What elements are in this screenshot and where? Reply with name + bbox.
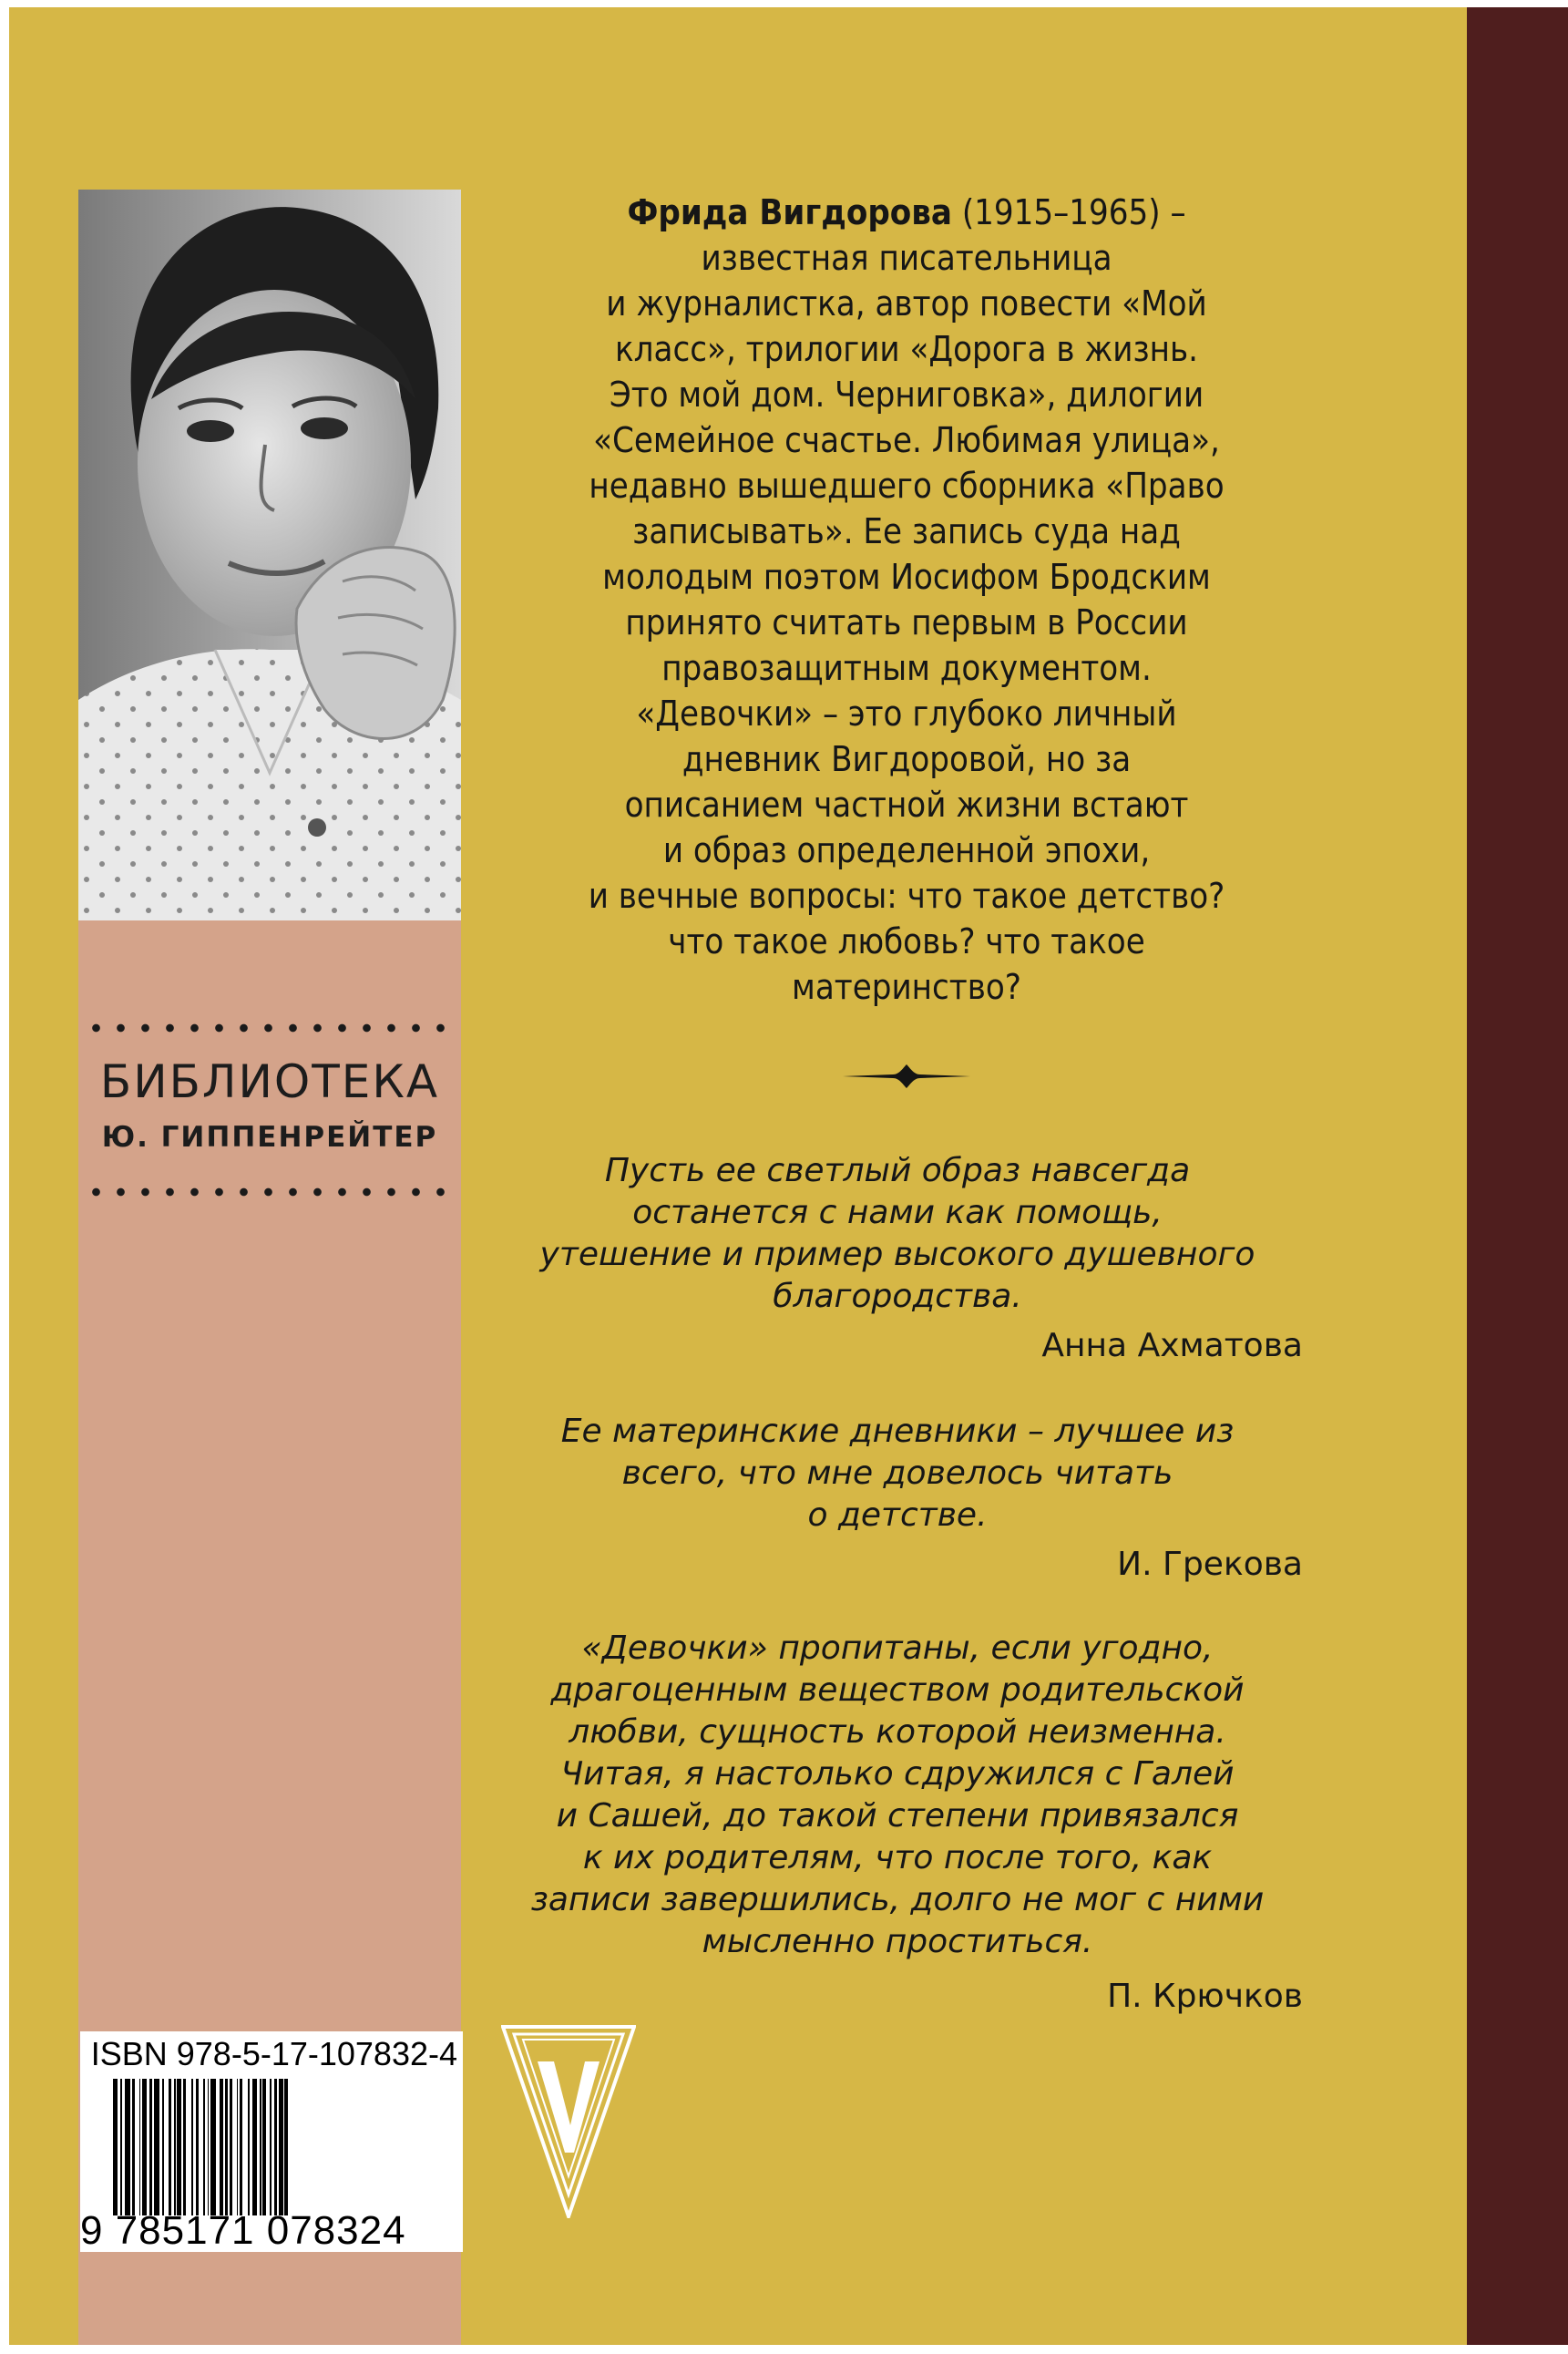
spine-strip (1467, 7, 1568, 2345)
bio-line: Это мой дом. Черниговка», дилогии (609, 375, 1204, 415)
quote-akhmatova: Пусть ее светлый образ навсегда останется с нами как помощь, утешение и пример высокого душевного благородства. (539, 1152, 1255, 1315)
author-name: Фрида Вигдорова (627, 192, 952, 232)
dotted-divider-bottom (82, 1187, 457, 1197)
bio-line: «Семейное счастье. Любимая улица», (593, 420, 1220, 460)
isbn-barcode (80, 2031, 463, 2252)
ornament-icon (843, 1064, 970, 1088)
quote-author: Анна Ахматова (1041, 1327, 1303, 1364)
bio-line: класс», трилогии «Дорога в жизнь. (615, 329, 1198, 369)
publisher-v-logo-icon (501, 2025, 636, 2218)
library-title: БИБЛИОТЕКА (99, 1055, 440, 1108)
quote-author: П. Крючков (1107, 1978, 1303, 2015)
bio-line: «Девочки» – это глубоко личный (636, 694, 1177, 734)
bio-line: и вечные вопросы: что такое детство? (588, 876, 1225, 916)
dotted-divider-top (82, 1023, 457, 1033)
bio-line: материнство? (792, 967, 1021, 1007)
library-author: Ю. ГИППЕНРЕЙТЕР (101, 1121, 438, 1154)
bio-line: дневник Вигдоровой, но за (682, 739, 1132, 779)
barcode-bars (113, 2079, 456, 2215)
bio-line: и образ определенной эпохи, (662, 830, 1151, 870)
portrait-photo-icon (78, 190, 461, 920)
quote-author: И. Грекова (1117, 1546, 1303, 1583)
bio-line: описанием частной жизни встают (624, 785, 1189, 825)
quote-kryuchkov: «Девочки» пропитаны, если угодно, драгоценным веществом родительской любви, сущность которой неизменна. Читая, я настолько сдружился с Галей и Сашей, до такой степени привязался к их родителям, что после того, как записи завершились, долго не мог с ними мысленно проститься. (530, 1629, 1265, 1960)
bio-line: известная писательница (701, 238, 1112, 278)
barcode-bar (288, 2079, 290, 2215)
isbn-label: ISBN 978-5-17-107832-4 (90, 2035, 457, 2072)
bio-line: недавно вышедшего сборника «Право (589, 466, 1225, 506)
bio-line: молодым поэтом Иосифом Бродским (602, 557, 1211, 597)
bio-line: Фрида Вигдорова (1915–1965) – (627, 192, 1186, 232)
ean-number: 9 785171 078324 (80, 2208, 406, 2253)
bio-line: и журналистка, автор повести «Мой (606, 283, 1207, 324)
bio-line: записывать». Ее запись суда над (632, 511, 1181, 551)
quote-grekova: Ее материнские дневники – лучшее из всего, что мне довелось читать о детстве. (560, 1413, 1235, 1534)
author-portrait (78, 190, 461, 920)
bio-line: правозащитным документом. (661, 648, 1152, 688)
bio-line: что такое любовь? что такое (668, 921, 1145, 961)
author-bio (483, 190, 1330, 1010)
bio-line: принято считать первым в России (625, 602, 1188, 642)
